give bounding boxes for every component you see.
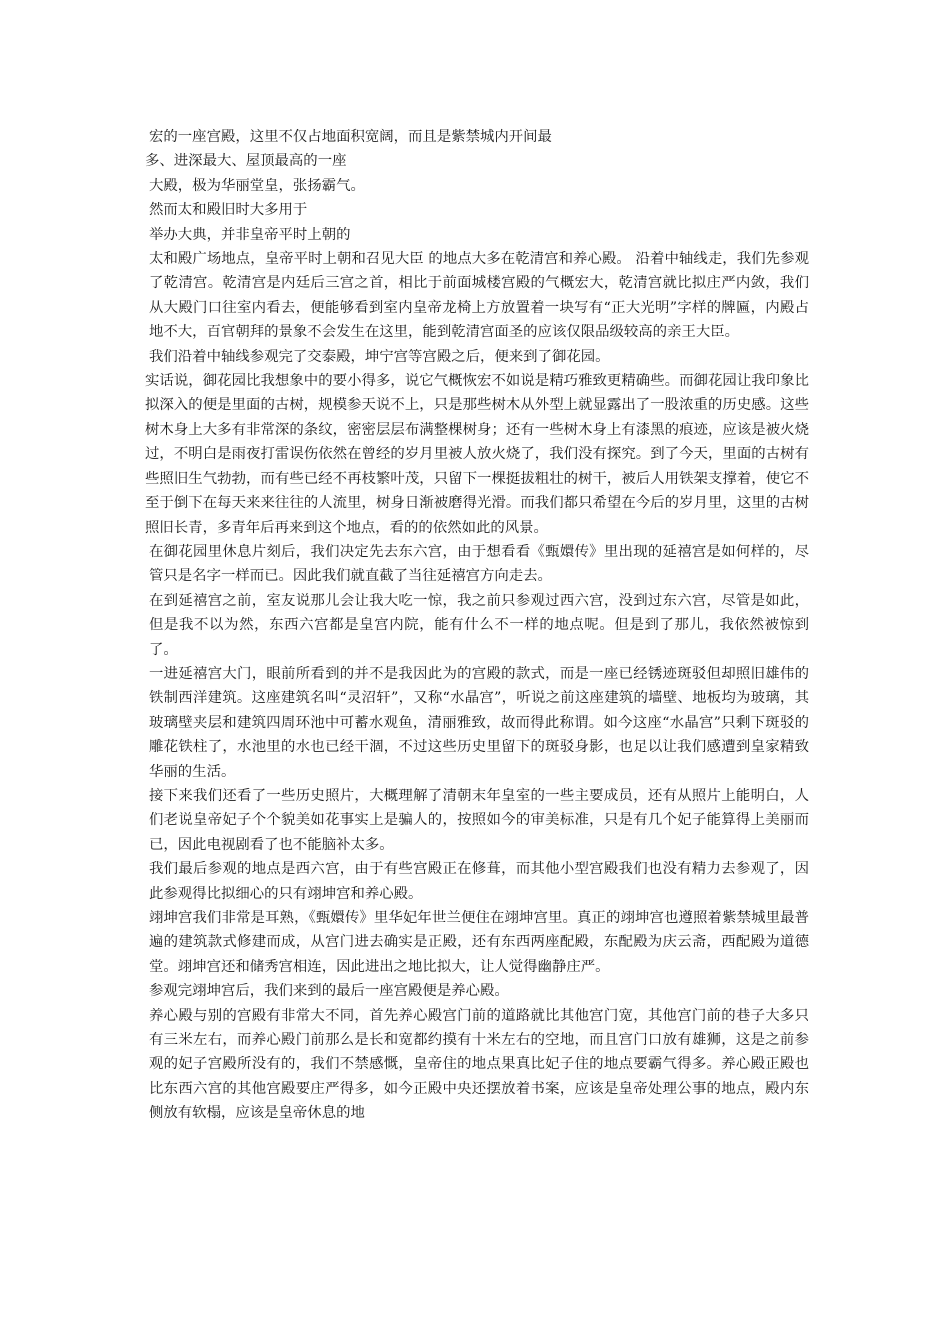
text-line: 然而太和殿旧时大多用于 — [149, 202, 308, 219]
document-body — [145, 125, 809, 1126]
text-line: 宏的一座宫殿，这里不仅占地面积宽阔，而且是紫禁城内开间最 — [149, 129, 552, 145]
paragraph: 太和殿广场地点，皇帝平时上朝和召见大臣 的地点大多在乾清宫和养心殿。 沿着中轴线走，我们先参观了乾清宫。乾清宫是内廷后三宫之首，相比于前面城楼宫殿的气概宏大，乾清宫就比拟庄严内敛，我们从大殿门口往室内看去，便能够看到室内皇帝龙椅上方放置着一块写有“正大光明”字样的牌匾，内殿占地不大，百官朝拜的景象不会发生在这里，能到乾清宫面圣的应该仅限品级较高的亲王大臣。 — [149, 251, 809, 341]
paragraph: 养心殿与别的宫殿有非常大不同，首先养心殿宫门前的道路就比其他宫门宽，其他宫门前的巷子大多只有三米左右，而养心殿门前那么是长和宽都约摸有十米左右的空地，而且宫门口放有雄狮，这是之前参观的妃子宫殿所没有的，我们不禁感慨，皇帝住的地点果真比妃子住的地点要霸气得多。养心殿正殿也比东西六宫的其他宫殿要庄严得多，如今正殿中央还摆放着书案，应该是皇帝处理公事的地点，殿内东侧放有软榻，应该是皇帝休息的地 — [149, 1007, 809, 1122]
paragraph: 我们沿着中轴线参观完了交泰殿，坤宁宫等宫殿之后，便来到了御花园。 — [149, 348, 610, 365]
paragraph: 接下来我们还看了一些历史照片，大概理解了清朝末年皇室的一些主要成员，还有从照片上能明白，人们老说皇帝妃子个个貌美如花事实上是骗人的，按照如今的审美标准，只是有几个妃子能算得上美丽而已，因此电视剧看了也不能脑补太多。 — [149, 787, 809, 853]
text-line: 举办大典，并非皇帝平时上朝的 — [149, 226, 351, 243]
paragraph: 实话说，御花园比我想象中的要小得多，说它气概恢宏不如说是精巧雅致更精确些。而御花园让我印象比拟深入的便是里面的古树，规模参天说不上，只是那些树木从外型上就显露出了一股浓重的历史感。这些树木身上大多有非常深的条纹，密密层层布满整棵树身；还有一些树木身上有漆黑的痕迹，应该是被火烧过，不明白是雨夜打雷误伤依然在曾经的岁月里被人放火烧了，我们没有探究。到了今天，里面的古树有些照旧生气勃勃，而有些已经不再枝繁叶茂，只留下一棵挺拔粗壮的树干，被后人用铁架支撑着，使它不至于倒下在每天来来往往的人流里，树身日渐被磨得光滑。而我们都只希望在今后的岁月里，这里的古树照旧长青，多青年后再来到这个地点，看的的依然如此的风景。 — [145, 373, 809, 536]
text-line: 多、进深最大、屋顶最高的一座 — [145, 153, 347, 170]
text-line: 大殿，极为华丽堂皇，张扬霸气。 — [149, 177, 365, 194]
paragraph: 在到延禧宫之前，室友说那儿会让我大吃一惊，我之前只参观过西六宫，没到过东六宫，尽管是如此，但是我不以为然，东西六宫都是皇宫内院，能有什么不一样的地点呢。但是到了那儿，我依然被惊到了。 — [149, 592, 809, 658]
paragraph: 在御花园里休息片刻后，我们决定先去东六宫，由于想看看《甄嬛传》里出现的延禧宫是如何样的，尽管只是名字一样而已。因此我们就直截了当往延禧宫方向走去。 — [149, 543, 809, 585]
paragraph: 一进延禧宫大门，眼前所看到的并不是我因此为的宫殿的款式，而是一座已经锈迹斑驳但却照旧雄伟的铁制西洋建筑。这座建筑名叫“灵沼轩”，又称“水晶宫”，听说之前这座建筑的墙壁、地板均为玻璃，其玻璃壁夹层和建筑四周环池中可蓄水观鱼，清丽雅致，故而得此称谓。如今这座“水晶宫”只剩下斑驳的雕花铁柱了，水池里的水也已经干涸，不过这些历史里留下的斑驳身影，也足以让我们感遭到皇家精致华丽的生活。 — [149, 665, 809, 780]
paragraph: 我们最后参观的地点是西六宫，由于有些宫殿正在修葺，而其他小型宫殿我们也没有精力去参观了，因此参观得比拟细心的只有翊坤宫和养心殿。 — [149, 861, 809, 902]
paragraph: 翊坤宫我们非常是耳熟，《甄嬛传》里华妃年世兰便住在翊坤宫里。真正的翊坤宫也遵照着紫禁城里最普遍的建筑款式修建而成，从宫门进去确实是正殿，还有东西两座配殿，东配殿为庆云斋，西配殿为道德堂。翊坤宫还和储秀宫相连，因此进出之地比拟大，让人觉得幽静庄严。 — [149, 910, 809, 975]
paragraph: 参观完翊坤宫后，我们来到的最后一座宫殿便是养心殿。 — [149, 983, 509, 1000]
